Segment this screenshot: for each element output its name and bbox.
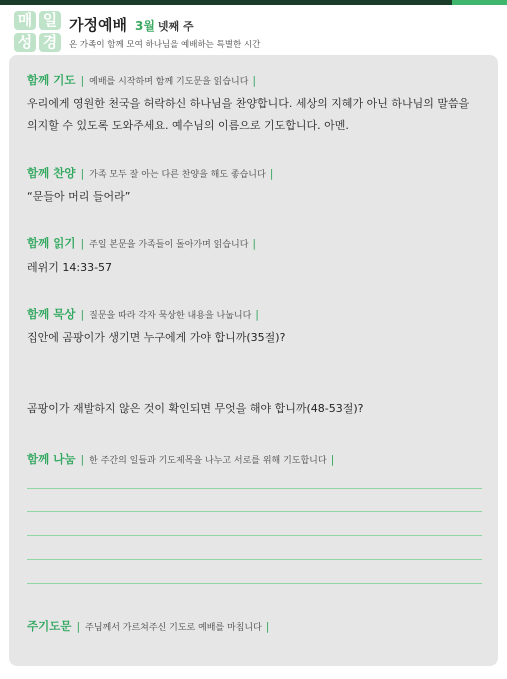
- separator: |: [330, 452, 335, 466]
- sharing-header: [27, 451, 334, 467]
- separator: |: [255, 307, 259, 321]
- top-bar: [0, 0, 507, 5]
- section-title: 함께 묵상: [27, 307, 76, 321]
- separator: |: [80, 73, 85, 87]
- writing-line: [27, 535, 482, 536]
- section-title: 함께 읽기: [27, 236, 76, 250]
- section-desc: 주일 본문을 가족들이 돌아가며 읽습니다: [89, 239, 249, 250]
- separator: |: [265, 619, 270, 633]
- meditation-question-1: 집안에 곰팡이가 생기면 누구에게 가야 합니까(35절)?: [27, 331, 286, 344]
- prayer-text: 우리에게 영원한 천국을 허락하신 하나님을 찬양합니다. 세상의 지혜가 아닌 하나님의 말씀을 의지할 수 있도록 도와주세요. 예수님의 이름으로 기도합니다. 아멘.: [27, 97, 470, 132]
- separator: |: [80, 307, 85, 321]
- section-desc: 질문을 따라 각자 묵상한 내용을 나눕니다: [89, 310, 252, 321]
- praise-text: “문들아 머리 들어라”: [27, 190, 131, 203]
- prayer-header: [27, 72, 256, 88]
- reading-header: [27, 235, 256, 251]
- title-month: 3월: [134, 19, 155, 33]
- separator: |: [252, 73, 257, 87]
- section-desc: 가족 모두 잘 아는 다른 찬양을 해도 좋습니다: [89, 169, 266, 180]
- writing-line: [27, 583, 482, 584]
- separator: |: [80, 236, 85, 250]
- writing-line: [27, 511, 482, 512]
- title-main: 가정예배: [69, 16, 127, 34]
- logo-char: 경: [39, 33, 61, 52]
- top-bar-accent: [452, 0, 507, 5]
- logo-char: 일: [39, 11, 61, 30]
- separator: |: [76, 619, 81, 633]
- section-title: 함께 찬양: [27, 166, 76, 180]
- section-desc: 예배를 시작하며 함께 기도문을 읽습니다: [89, 76, 249, 87]
- meditation-question-2: 곰팡이가 재발하지 않은 것이 확인되면 무엇을 해야 합니까(48-53절)?: [27, 402, 364, 415]
- writing-line: [27, 559, 482, 560]
- separator: |: [269, 166, 274, 180]
- section-desc: 주님께서 가르쳐주신 기도로 예배를 마칩니다: [85, 622, 262, 633]
- reading-text: 레위기 14:33-57: [27, 261, 113, 274]
- section-title: 주기도문: [27, 619, 72, 633]
- title-week: 넷째 주: [157, 20, 194, 33]
- logo: [14, 11, 62, 53]
- separator: |: [80, 452, 85, 466]
- logo-char: 성: [14, 33, 36, 52]
- closing-header: [27, 618, 270, 634]
- logo-char: 매: [14, 11, 36, 30]
- section-title: 함께 기도: [27, 73, 76, 87]
- writing-line: [27, 488, 482, 489]
- page-subtitle: 온 가족이 함께 모여 하나님을 예배하는 특별한 시간: [69, 40, 261, 50]
- separator: |: [80, 166, 85, 180]
- worship-panel: [9, 55, 498, 666]
- section-title: 함께 나눔: [27, 452, 76, 466]
- section-desc: 한 주간의 일들과 기도제목을 나누고 서로를 위해 기도합니다: [89, 455, 327, 466]
- separator: |: [252, 236, 257, 250]
- praise-header: [27, 165, 273, 181]
- page-title: [69, 14, 194, 35]
- meditation-header: [27, 306, 259, 322]
